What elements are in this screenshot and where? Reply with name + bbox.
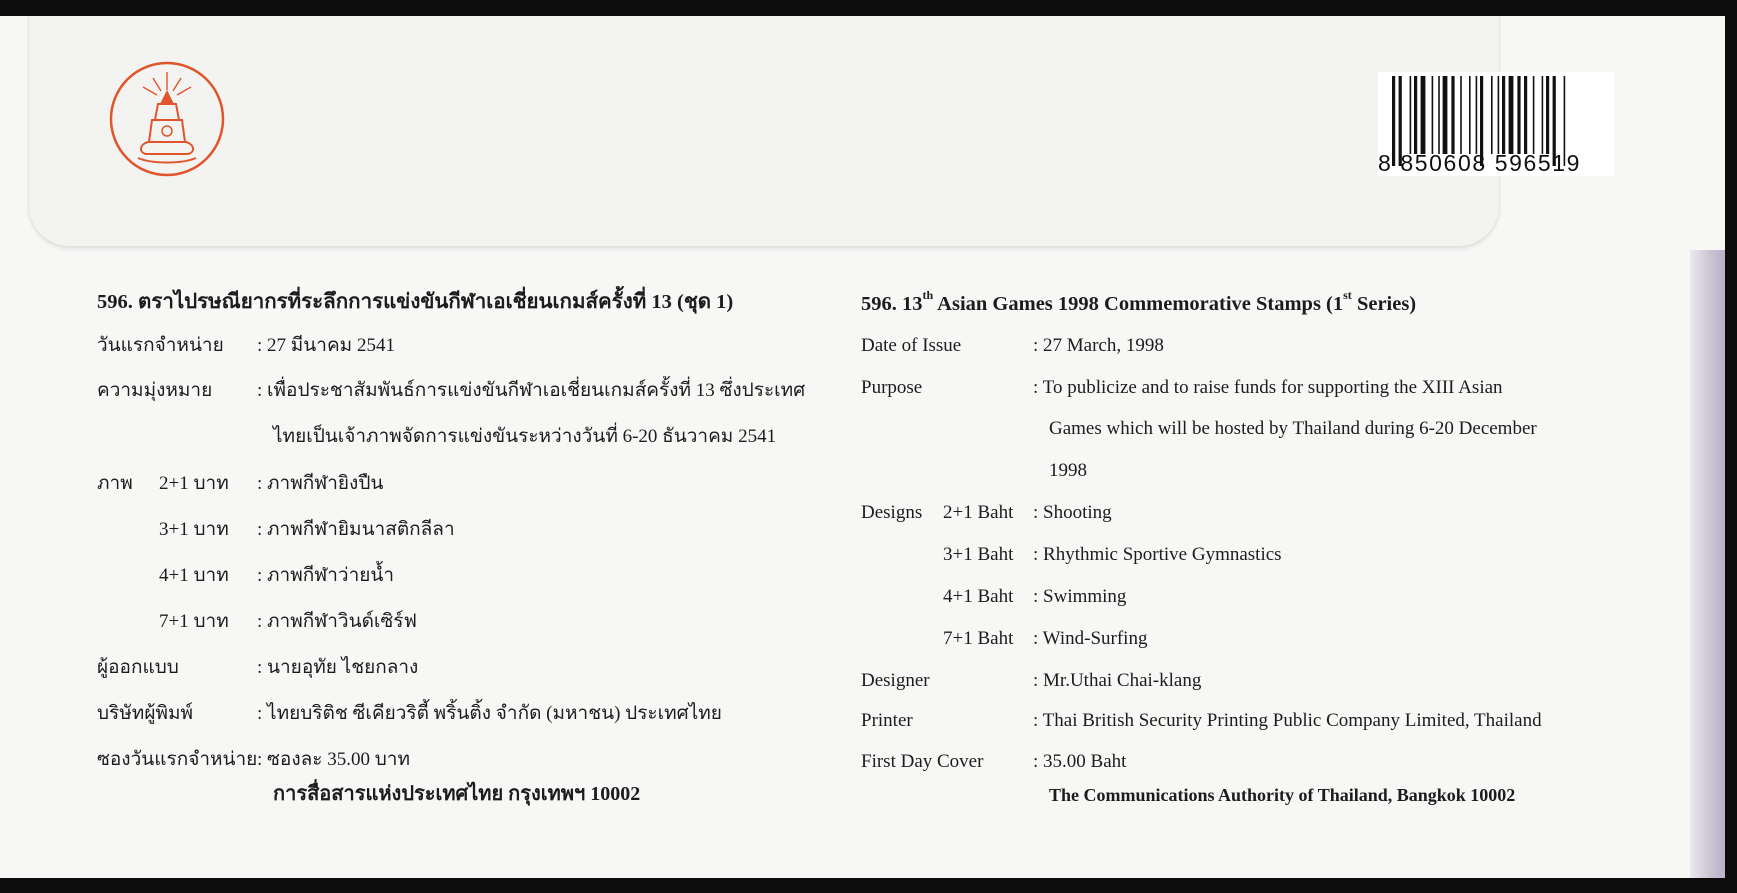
thai-printer-value: : ไทยบริติช ซีเคียวริตี้ พริ้นติ้ง จำกัด (มหาชน) ประเทศไทย — [257, 703, 722, 724]
thai-design-desc: : ภาพกีฬายิงปืน — [257, 473, 384, 494]
english-fdc-label: First Day Cover — [861, 751, 984, 772]
thai-issue-label: วันแรกจำหน่าย — [97, 335, 224, 356]
thai-design-value: 3+1 บาท — [159, 519, 229, 540]
barcode-bar — [1498, 76, 1500, 154]
barcode-bar — [1509, 76, 1514, 154]
english-designs-label: Designs — [861, 502, 923, 523]
barcode-bar — [1414, 76, 1417, 154]
thailand-post-seal-icon — [108, 60, 226, 178]
english-printer-label: Printer — [861, 710, 913, 731]
thai-fdc-label: ซองวันแรกจำหน่าย — [97, 749, 258, 770]
thai-issue-value: : 27 มีนาคม 2541 — [257, 335, 395, 356]
barcode-bar — [1546, 76, 1549, 154]
thai-design-desc: : ภาพกีฬายิมนาสติกลีลา — [257, 519, 455, 540]
barcode-number: 8 850608 596519 — [1378, 150, 1582, 176]
barcode-bar — [1443, 76, 1448, 154]
english-design-desc: : Swimming — [1033, 586, 1127, 607]
barcode-bar — [1502, 76, 1505, 154]
barcode-bar — [1524, 76, 1527, 154]
english-design-desc: : Shooting — [1033, 502, 1112, 523]
english-issue-value: : 27 March, 1998 — [1033, 335, 1164, 356]
english-design-value: 3+1 Baht — [943, 544, 1014, 565]
english-designer-label: Designer — [861, 670, 930, 691]
barcode-bar — [1460, 76, 1462, 154]
barcode-bar — [1517, 76, 1520, 154]
english-designer-value: : Mr.Uthai Chai-klang — [1033, 670, 1202, 691]
english-design-value: 7+1 Baht — [943, 628, 1014, 649]
barcode-bar — [1451, 76, 1454, 154]
english-purpose-line3: 1998 — [1049, 460, 1087, 481]
english-design-value: 2+1 Baht — [943, 502, 1014, 523]
barcode-bar — [1542, 76, 1544, 154]
english-fdc-value: : 35.00 Baht — [1033, 751, 1127, 772]
barcode-bar — [1469, 76, 1471, 154]
thai-design-value: 2+1 บาท — [159, 473, 229, 494]
english-issue-label: Date of Issue — [861, 335, 962, 356]
thai-design-value: 4+1 บาท — [159, 565, 229, 586]
thai-designer-value: : นายอุทัย ไชยกลาง — [257, 657, 419, 678]
barcode-bar — [1533, 76, 1535, 154]
english-design-desc: : Rhythmic Sportive Gymnastics — [1033, 544, 1282, 565]
english-printer-value: : Thai British Security Printing Public Company Limited, Thailand — [1033, 710, 1542, 731]
english-purpose-line1: : To publicize and to raise funds for supporting the XIII Asian — [1033, 377, 1503, 398]
thai-designer-label: ผู้ออกแบบ — [97, 657, 179, 678]
title-part: Asian Games 1998 Commemorative Stamps (1 — [933, 292, 1344, 315]
english-purpose-line2: Games which will be hosted by Thailand during 6-20 December — [1049, 418, 1537, 439]
thai-purpose-line1: : เพื่อประชาสัมพันธ์การแข่งขันกีฬาเอเชี่ยนเกมส์ครั้งที่ 13 ซึ่งประเทศ — [257, 380, 806, 401]
title-superscript: th — [922, 288, 934, 302]
thai-designs-label: ภาพ — [97, 473, 133, 494]
title-part: 596. 13 — [861, 292, 923, 315]
english-title — [861, 288, 1417, 315]
thai-purpose-label: ความมุ่งหมาย — [97, 380, 213, 401]
english-purpose-label: Purpose — [861, 377, 923, 398]
thai-fdc-value: : ซองละ 35.00 บาท — [257, 749, 410, 770]
envelope-flap — [28, 16, 1500, 248]
english-design-desc: : Wind-Surfing — [1033, 628, 1148, 649]
thai-design-desc: : ภาพกีฬาวินด์เซิร์ฟ — [257, 611, 417, 632]
thai-design-value: 7+1 บาท — [159, 611, 229, 632]
thai-title: 596. ตราไปรษณียากรที่ระลึกการแข่งขันกีฬาเอเชี่ยนเกมส์ครั้งที่ 13 (ชุด 1) — [97, 291, 734, 313]
envelope-edge — [1690, 250, 1725, 878]
thai-design-desc: : ภาพกีฬาว่ายน้ำ — [257, 565, 395, 586]
thai-printer-label: บริษัทผู้พิมพ์ — [97, 703, 194, 724]
title-superscript: st — [1343, 288, 1352, 302]
barcode-bar — [1410, 76, 1412, 154]
thai-authority: การสื่อสารแห่งประเทศไทย กรุงเทพฯ 10002 — [273, 783, 641, 805]
thai-purpose-line2: ไทยเป็นเจ้าภาพจัดการแข่งขันระหว่างวันที่ 6-20 ธันวาคม 2541 — [273, 426, 777, 447]
barcode-bar — [1421, 76, 1426, 154]
title-part: Series) — [1351, 292, 1417, 315]
barcode-bar — [1432, 76, 1434, 154]
english-design-value: 4+1 Baht — [943, 586, 1014, 607]
barcode-bar — [1476, 76, 1478, 154]
barcode-bar — [1438, 76, 1440, 154]
english-authority: The Communications Authority of Thailand, Bangkok 10002 — [1049, 785, 1516, 805]
barcode-bar — [1491, 76, 1493, 154]
